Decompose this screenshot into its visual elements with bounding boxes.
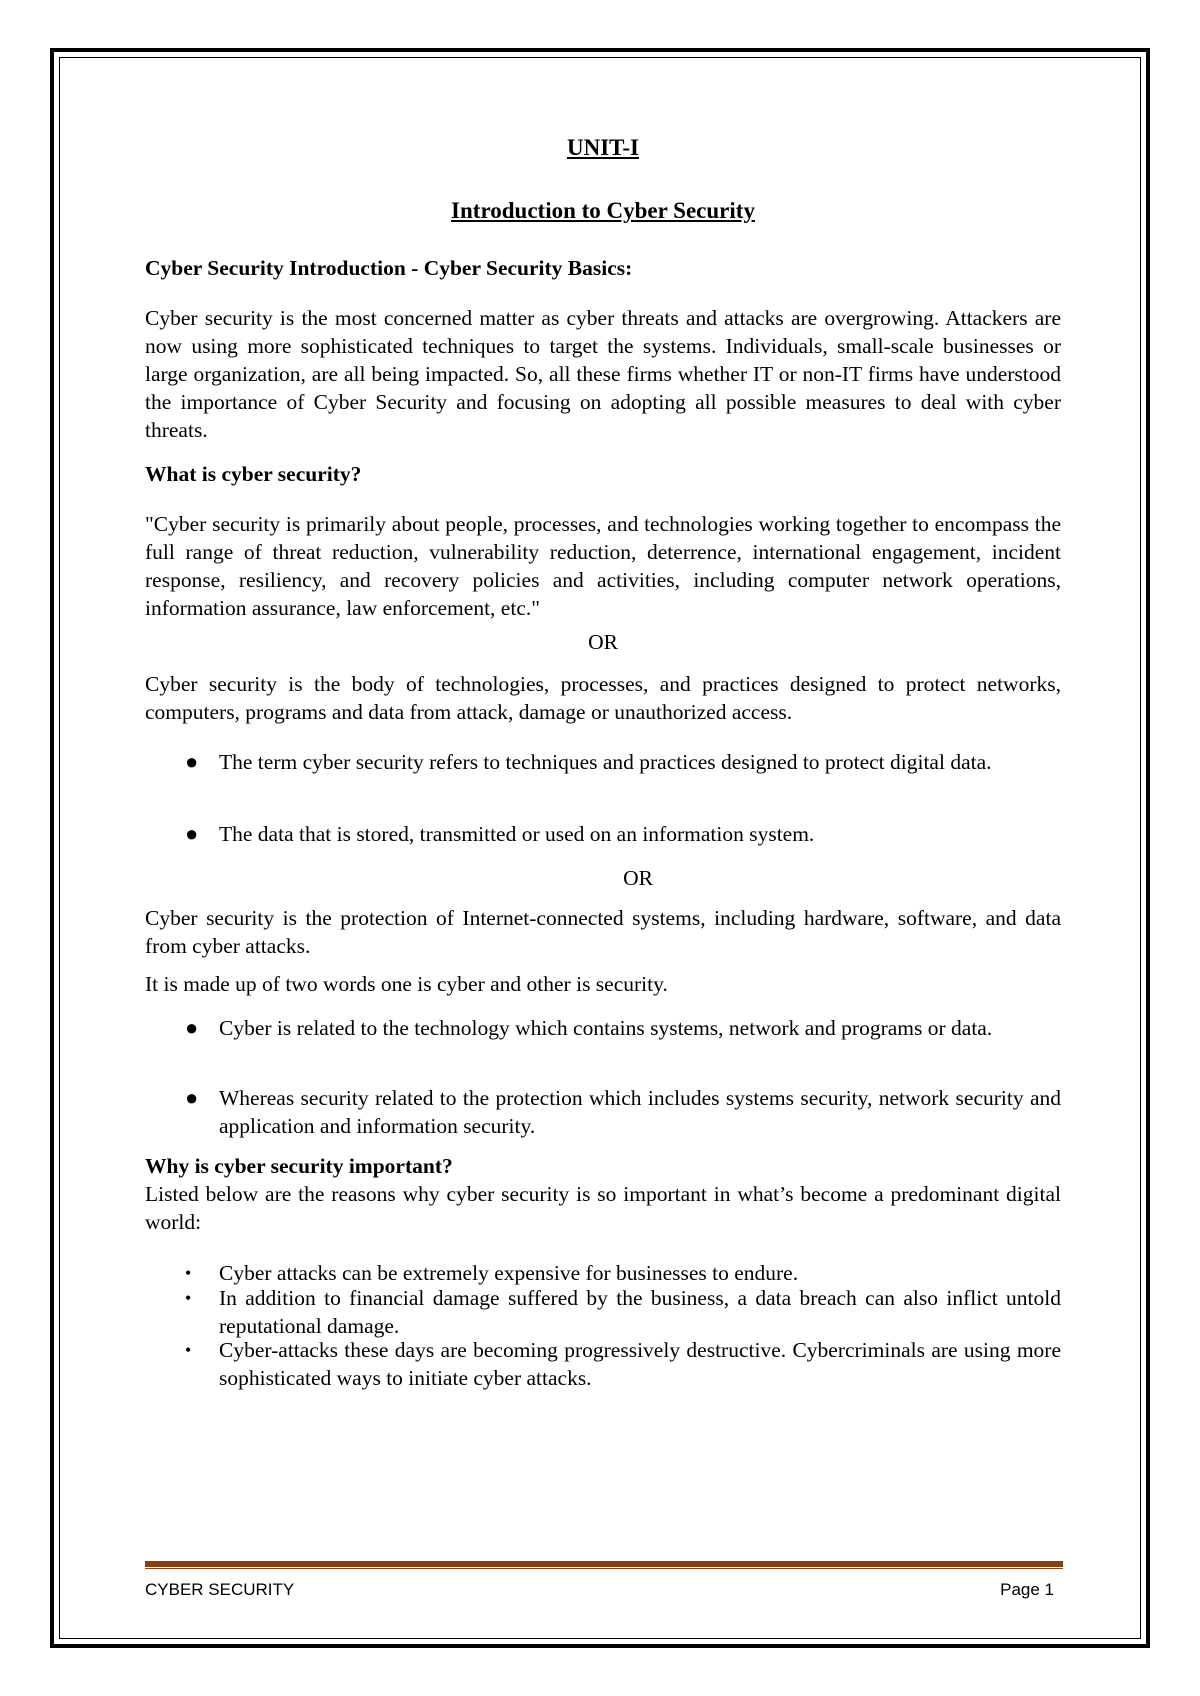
section-heading-what-is: What is cyber security? [145,462,362,486]
bullet-icon: ● [185,1015,199,1040]
unit-title: UNIT-I [566,135,639,160]
definition-paragraph-3: Cyber security is the protection of Internet-connected systems, including hardware, software, and data from cyber attacks. [145,906,1061,958]
intro-paragraph: Cyber security is the most concerned matter as cyber threats and attacks are overgrowing. Attackers are now using more sophisticated techniques to target the systems. Individuals, small-scale businesses or large organization, are all being impacted. So, all these firms whether IT or non-IT firms have understood the importance of Cyber Security and focusing on adopting all possible measures to deal with cyber threats. [145,306,1061,442]
bullet-icon: ● [185,749,199,774]
page-number: Page 1 [1000,1580,1054,1599]
bullet-icon: ● [185,821,199,846]
list-item-text: Cyber-attacks these days are becoming progressively destructive. Cybercriminals are using more sophisticated ways to initiate cyber attacks. [219,1338,1061,1390]
section-heading-why-important: Why is cyber security important? [145,1154,453,1178]
bullet-icon: • [185,1263,192,1283]
footer-divider [145,1561,1063,1567]
or-separator-1: OR [588,630,618,654]
footer-divider-thin [145,1568,1063,1569]
definition-quote: "Cyber security is primarily about people, processes, and technologies working together to encompass the full range of threat reduction, vulnerability reduction, deterrence, international engagement, incident response, resiliency, and recovery policies and activities, including computer network operations, information assurance, law enforcement, etc." [145,512,1061,620]
two-words-paragraph: It is made up of two words one is cyber and other is security. [145,972,668,996]
section-heading-basics: Cyber Security Introduction - Cyber Security Basics: [145,256,633,280]
why-intro-paragraph: Listed below are the reasons why cyber security is so important in what’s become a predominant digital world: [145,1182,1061,1234]
footer-title: CYBER SECURITY [145,1580,295,1599]
chapter-title: Introduction to Cyber Security [451,198,755,223]
bullet-icon: • [185,1288,192,1308]
list-item-text: The data that is stored, transmitted or used on an information system. [219,822,815,846]
list-item-text: The term cyber security refers to techniques and practices designed to protect digital data. [219,750,992,774]
list-item-text: In addition to financial damage suffered by the business, a data breach can also inflict untold reputational damage. [219,1286,1061,1338]
list-item-text: Whereas security related to the protection which includes systems security, network security and application and information security. [219,1086,1061,1138]
list-item-text: Cyber is related to the technology which contains systems, network and programs or data. [219,1016,993,1040]
bullet-icon: ● [185,1085,199,1110]
or-separator-2: OR [623,866,653,890]
page-border-inner [59,57,1141,1639]
list-item-text: Cyber attacks can be extremely expensive for businesses to endure. [219,1261,799,1285]
bullet-icon: • [185,1340,192,1360]
definition-paragraph-2: Cyber security is the body of technologies, processes, and practices designed to protect networks, computers, programs and data from attack, damage or unauthorized access. [145,672,1061,724]
